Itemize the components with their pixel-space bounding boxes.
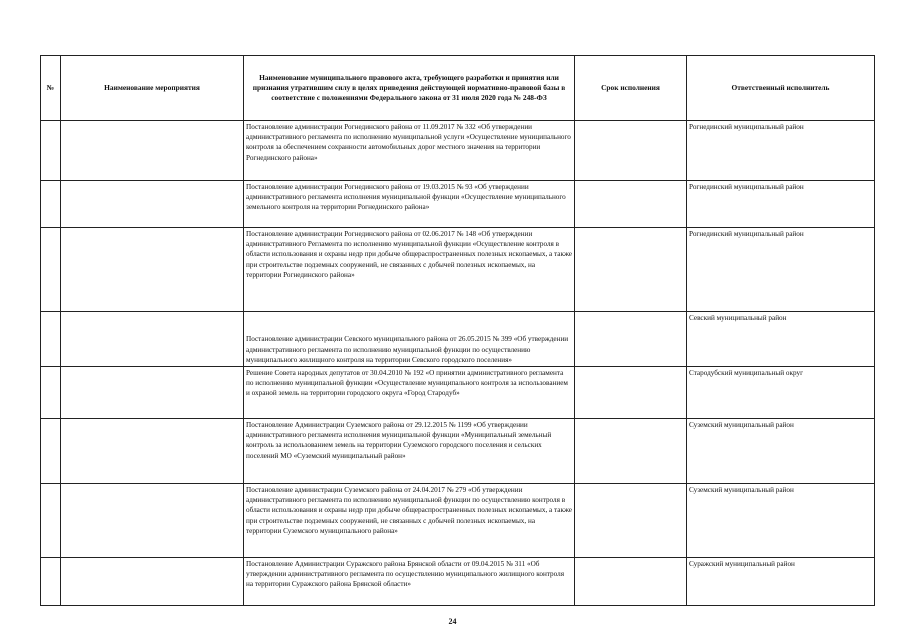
row-legal-act: Постановление администрации Рогнединского района от 02.06.2017 № 148 «Об утверждении административного Регламента по исполнению муниципальной функции «Осуществление контроля в области использования и охраны недр при добыче общераспространенных полезных ископаемых, а также при строительстве подземных сооружений, не связанных с добычей полезных ископаемых, на территории Рогнединского района» — [244, 228, 575, 312]
row-legal-act: Постановление администрации Рогнединского района от 11.09.2017 № 332 «Об утверждении административного регламента по исполнению муниципальной услуги «Осуществление муниципального контроля за обеспечением сохранности автомобильных дорог местного значения на территории Рогнединского района» — [244, 121, 575, 181]
row-number-cell — [41, 558, 61, 606]
row-responsible: Рогнединский муниципальный район — [687, 181, 875, 228]
row-responsible: Суземский муниципальный район — [687, 484, 875, 558]
row-deadline-cell — [575, 228, 687, 312]
header-number: № — [41, 56, 61, 121]
row-event-cell — [61, 121, 244, 181]
row-responsible: Рогнединский муниципальный район — [687, 228, 875, 312]
row-event-cell — [61, 312, 244, 367]
table-row — [41, 228, 875, 312]
row-deadline-cell — [575, 121, 687, 181]
row-legal-act: Постановление Администрации Суражского района Брянской области от 09.04.2015 № 311 «Об утверждении административного регламента по осуществлению муниципального жилищного контроля на территории Суражского района Брянской области» — [244, 558, 575, 606]
row-number-cell — [41, 367, 61, 419]
row-legal-act: Постановление администрации Суземского района от 24.04.2017 № 279 «Об утверждении административного регламента по исполнению муниципальной функции по осуществлению контроля в области использования и охраны недр при добыче общераспространенных полезных ископаемых, а также при строительстве подземных сооружений, не связанных с добычей полезных ископаемых, на территории Суземского муниципального района» — [244, 484, 575, 558]
row-deadline-cell — [575, 181, 687, 228]
row-responsible: Суземский муниципальный район — [687, 419, 875, 484]
row-event-cell — [61, 181, 244, 228]
row-event-cell — [61, 419, 244, 484]
row-legal-act: Решение Совета народных депутатов от 30.04.2010 № 192 «О принятии административного регламента по исполнению муниципальной функции «Осуществление муниципального контроля за использованием и охраной земель на территории городского округа «Город Стародуб» — [244, 367, 575, 419]
row-legal-act: Постановление Администрации Суземского района от 29.12.2015 № 1199 «Об утверждении административного регламента исполнения муниципальной функции «Муниципальный земельный контроль за использованием земель на территории Суземского городского поселения и сельских поселений МО «Суземский муниципальный район» — [244, 419, 575, 484]
table-row — [41, 419, 875, 484]
row-legal-act: Постановление администрации Севского муниципального района от 26.05.2015 № 399 «Об утверждении административного регламента по исполнению муниципальной функции по осуществлению муниципального жилищного контроля на территории Севского городского поселения» — [244, 312, 575, 367]
row-number-cell — [41, 419, 61, 484]
table-header-row — [41, 56, 875, 121]
table-row — [41, 558, 875, 606]
row-deadline-cell — [575, 419, 687, 484]
table-row — [41, 312, 875, 367]
header-legal-act: Наименование муниципального правового акта, требующего разработки и принятия или признания утратившим силу в целях приведения действующей нормативно-правовой базы в соответствие с положениями Федерального закона от 31 июля 2020 года № 248-ФЗ — [244, 56, 575, 121]
row-deadline-cell — [575, 484, 687, 558]
row-responsible: Рогнединский муниципальный район — [687, 121, 875, 181]
row-number-cell — [41, 228, 61, 312]
row-deadline-cell — [575, 367, 687, 419]
row-event-cell — [61, 558, 244, 606]
header-deadline: Срок исполнения — [575, 56, 687, 121]
header-responsible: Ответственный исполнитель — [687, 56, 875, 121]
measures-table — [40, 55, 875, 606]
table-row — [41, 367, 875, 419]
row-number-cell — [41, 121, 61, 181]
row-number-cell — [41, 312, 61, 367]
row-number-cell — [41, 181, 61, 228]
row-event-cell — [61, 228, 244, 312]
row-event-cell — [61, 484, 244, 558]
row-deadline-cell — [575, 312, 687, 367]
row-legal-act: Постановление администрации Рогнединского района от 19.03.2015 № 93 «Об утверждении административного регламента исполнения муниципальной функции «Осуществление муниципального земельного контроля на территории Рогнединского района» — [244, 181, 575, 228]
row-deadline-cell — [575, 558, 687, 606]
header-event: Наименование мероприятия — [61, 56, 244, 121]
page-number: 24 — [448, 617, 457, 626]
row-responsible: Суражский муниципальный район — [687, 558, 875, 606]
row-responsible: Севский муниципальный район — [687, 312, 875, 367]
row-number-cell — [41, 484, 61, 558]
table-row — [41, 181, 875, 228]
row-event-cell — [61, 367, 244, 419]
table-row — [41, 484, 875, 558]
row-responsible: Стародубский муниципальный округ — [687, 367, 875, 419]
table-row — [41, 121, 875, 181]
